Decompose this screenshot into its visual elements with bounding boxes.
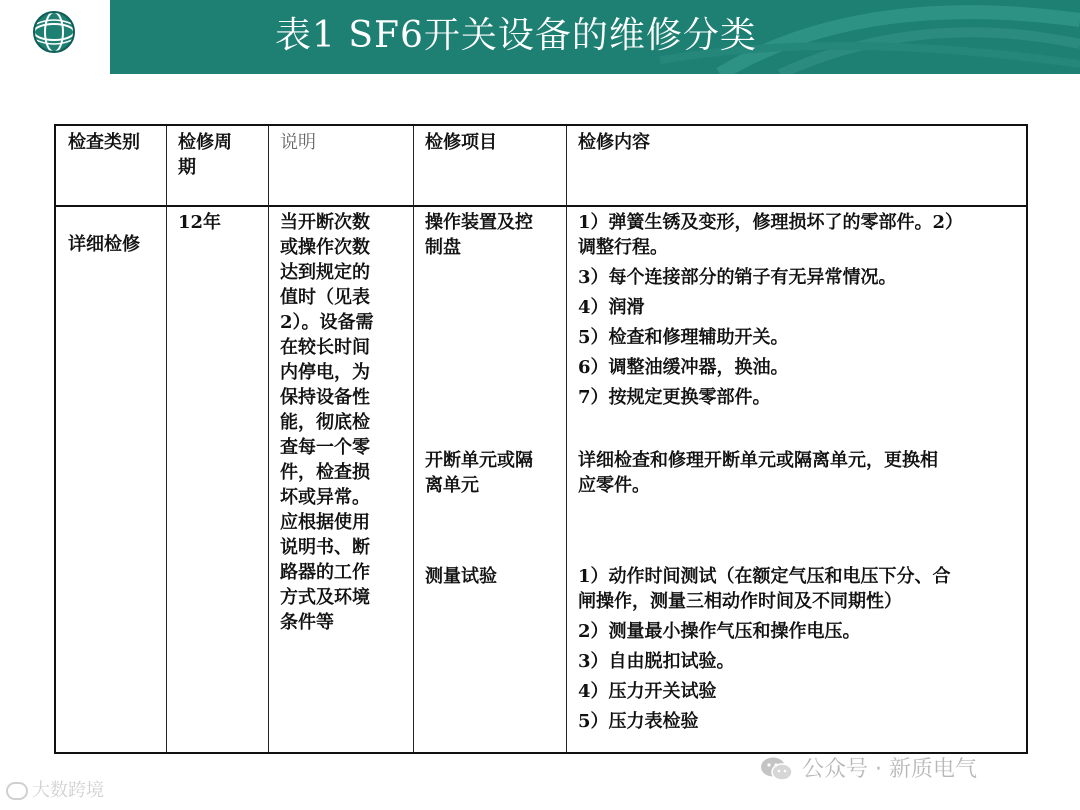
item-operating-mechanism: 操作装置及控 制盘 <box>425 212 533 258</box>
header-content: 检修内容 <box>578 132 650 153</box>
content-line: 5）检查和修理辅助开关。 <box>578 327 789 348</box>
watermark-left <box>6 776 104 802</box>
slide-header <box>0 0 1080 74</box>
content-line: 4）润滑 <box>578 297 645 318</box>
maintenance-table <box>54 124 1028 754</box>
content-measurement-test <box>578 564 951 734</box>
wechat-icon <box>760 756 794 782</box>
table-header-divider <box>56 205 1026 207</box>
item-interrupter-unit: 开断单元或隔 离单元 <box>425 450 533 496</box>
content-line: 5）压力表检验 <box>578 711 699 732</box>
row-period: 12年 <box>178 212 222 233</box>
logo-area <box>0 0 110 74</box>
column-divider <box>166 126 167 752</box>
content-line: 调整行程。 <box>578 237 668 258</box>
content-line: 闸操作，测量三相动作时间及不同期性） <box>578 591 902 612</box>
content-interrupter-unit <box>578 448 938 498</box>
globe-logo-icon <box>32 10 76 54</box>
content-line: 7）按规定更换零部件。 <box>578 387 771 408</box>
content-operating-mechanism <box>578 210 963 410</box>
row-category: 详细检修 <box>68 234 140 255</box>
header-period: 检修周 期 <box>178 132 232 178</box>
content-line: 3）每个连接部分的销子有无异常情况。 <box>578 267 897 288</box>
content-line: 1）弹簧生锈及变形，修理损坏了的零部件。2） <box>578 212 964 233</box>
header-description: 说明 <box>280 132 316 153</box>
content-line: 4）压力开关试验 <box>578 681 717 702</box>
content-line: 应零件。 <box>578 475 650 496</box>
watermark-right-text: 公众号 · 新质电气 <box>802 757 977 782</box>
column-divider <box>566 126 567 752</box>
column-divider <box>268 126 269 752</box>
header-item: 检修项目 <box>425 132 497 153</box>
row-description: 当开断次数 或操作次数 达到规定的 值时（见表 2）。设备需 在较长时间 内停电，为 保持设备性 能，彻底检 查每一个零 件，检查损 坏或异常。 应根据使用 说明书、断 路器的工作 方式及环境 条件等 <box>280 212 374 633</box>
watermark-right <box>760 752 977 783</box>
content-line: 3）自由脱扣试验。 <box>578 651 735 672</box>
content-line: 6）调整油缓冲器，换油。 <box>578 357 789 378</box>
content-line: 2）测量最小操作气压和操作电压。 <box>578 621 861 642</box>
header-category: 检查类别 <box>68 132 140 153</box>
item-measurement-test: 测量试验 <box>425 566 497 587</box>
watermark-left-text: 大数跨境 <box>32 780 104 801</box>
content-line: 1）动作时间测试（在额定气压和电压下分、合 <box>578 566 951 587</box>
slide-title: 表1 SF6开关设备的维修分类 <box>275 15 757 56</box>
content-line: 详细检查和修理开断单元或隔离单元，更换相 <box>578 450 938 471</box>
chat-bubble-icon <box>6 782 28 800</box>
column-divider <box>413 126 414 752</box>
title-bar <box>110 0 1080 74</box>
